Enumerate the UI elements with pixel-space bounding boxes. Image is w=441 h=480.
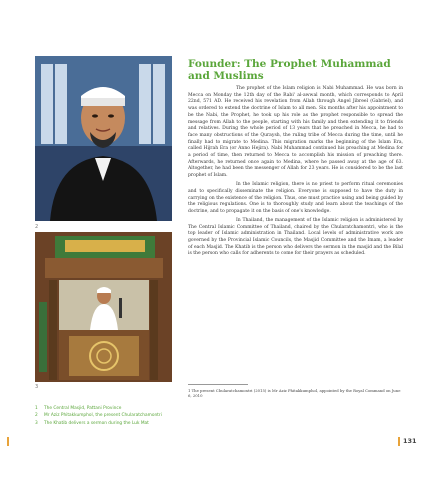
minbar-photo (35, 232, 172, 382)
page-number-bar (398, 437, 400, 446)
paragraph: In the Islamic religion, there is no priest to perform ritual ceremonies and to specifically disseminate the religion. Everyone is supposed to have the duty in carrying on the existence of the religion. Thus, one must practice using and being guided by the religious regulations. One is to thoroughly study and learn about the teachings of the doctrine, and to propagate it on the basis of one's knowledge. (188, 182, 403, 214)
footnote-divider (188, 384, 248, 385)
minbar-illustration (35, 232, 172, 382)
caption-item: 2 Mr Aziz Phitakkumphol, the present Chularatchamontri (35, 413, 162, 419)
paragraph: In Thailand, the management of the Islamic religion is administered by The Central Islamic Committee of Thailand, chaired by the Chularatchamontri, who is the top leader of Islamic administration in Thailand. Local levels of administrative work are governed by the Provincial Islamic Councils, the Masjid Committee and the Imam, a leader of each Masjid. The Khatib is the person who delivers the sermon in the masjid and the Bilal is the person who calls for adherents to come for their prayers as scheduled. (188, 217, 403, 257)
page-number: 131 (403, 437, 417, 445)
caption-item: 1 The Central Masjid, Pattani Province (35, 406, 122, 411)
photo-label: 2 (35, 224, 39, 230)
page-title: Founder: The Prophet Muhammad and Muslims (188, 58, 391, 82)
photo-label: 3 (35, 384, 39, 390)
photo-captions (35, 405, 235, 427)
caption-item: 3 The Khatib delivers a sermon during the Luk Mat (35, 420, 149, 426)
margin-marker (7, 437, 9, 446)
portrait-illustration (35, 56, 172, 221)
portrait-photo (35, 56, 172, 221)
paragraph: The prophet of the Islam religion is Nabi Muhammad. He was born in Mecca on Monday the 12th day of the Rabi' al-awwal month, which corresponds to April 22nd, 571 AD. He received his revelation from Allah through Angel Jibreel (Gabriel), and was ordered to extend the doctrine of Islam to all men. Six months after his appointment to be the Nabi, the Prophet, he took up his role as the prophet responsible to spread the message from Allah to the people, starting with his family and then extending it to friends and relatives. During the whole period of 13 years that he preached in Mecca, he had to face many obstructions of the Quraysh, the ruling tribe of Mecca during the time, until he finally had to migrate to Medina. This migration marks the beginning of the Islam Era, called Hijrah Era (or Anno Hejira). Nabi Muhammad continued his preaching at Medina for a period of time, then returned to Mecca to accomplish his mission of preaching there. Afterwards, he returned once again to Medina, where he passed away at the age of 63. Altogether, he had been the messenger of Allah for 23 years. He is considered to be the last prophet of Islam. (188, 86, 403, 179)
footnote-text: The present Chularatchamontri (2015) is Mr Aziz Phitakkumphol, appointed by the Royal Command on June 6, 2010 (188, 388, 401, 399)
body-text (188, 86, 403, 260)
footnote-marker: 1 (188, 388, 192, 393)
footnote (188, 388, 403, 399)
